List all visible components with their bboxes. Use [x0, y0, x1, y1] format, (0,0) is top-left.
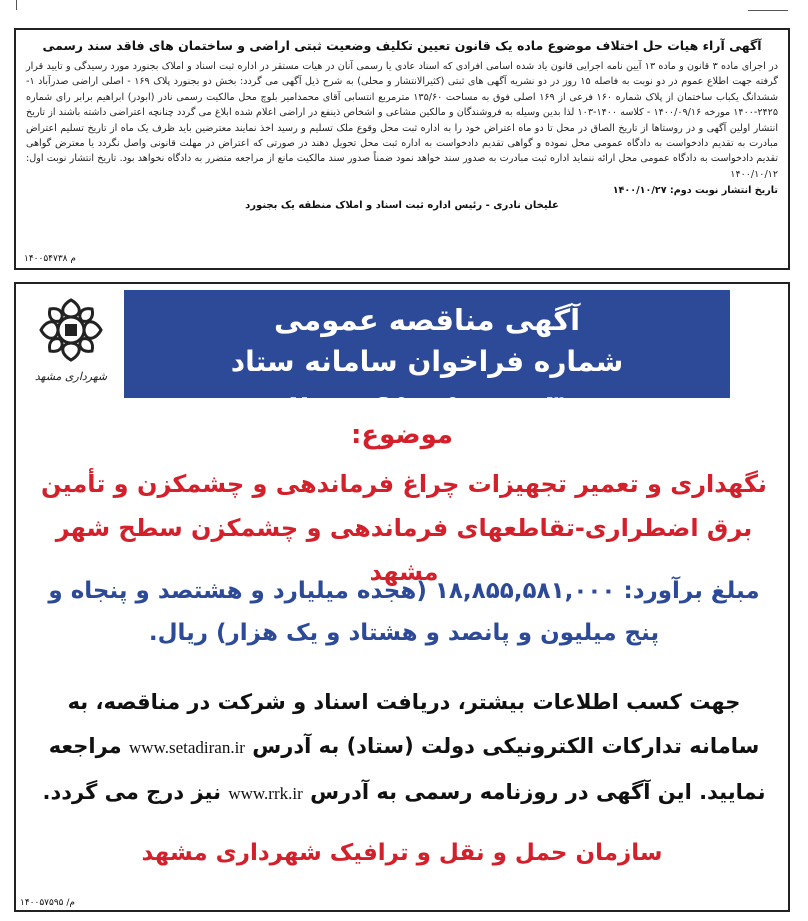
- rrk-link[interactable]: www.rrk.ir: [228, 784, 303, 803]
- registration-notice: [14, 28, 790, 270]
- tender-notice: [14, 282, 790, 912]
- info-text-part3: نیز درج می گردد.: [42, 780, 221, 804]
- tender-banner: [124, 290, 730, 422]
- registration-notice-body: در اجرای ماده ۳ قانون و ماده ۱۳ آیین نامه اجرایی قانون یاد شده اسامی افرادی که اسناد عادی یا رسمی آنان در هیات مستقر در اداره ثبت اسناد و املاک بجنورد مورد رسیدگی و تایید قرار گرفته جهت اطلاع عموم در دو نوبت به فاصله ۱۵ روز در دو نشریه آگهی های ثبتی (کثیرالانتشار و محلی) به شرح ذیل آگهی می گردد: بخش دو بجنورد پلاک ۱۶۹ - اصلی اراضی صدرآباد ۱- ششدانگ یکباب ساختمان از پلاک شماره ۱۶۰ فرعی از ۱۶۹ اصلی فوق به مساحت ۱۳۵/۶۰ مترمربع انتسابی آقای محمدامیر بلوچ محل مالکیت رسمی نادر (ابودر) ابراهیم برابر رای شماره ۲۴۲۵-۱۴۰۰ مورخه ۱۴۰۰/۰۹/۱۶ - کلاسه ۱۴۰۰-۱۰۳ لذا بدین وسیله به فروشندگان و مالکین مشاعی و اشخاص ذینفع در اراضی اعلام شده ابلاغ می گردد چنانچه اعتراضی داشته باشند از تاریخ انتشار اولین آگهی و در روستاها از تاریخ الصاق در محل تا دو ماه اعتراض خود را به اداره ثبت محل وقوع ملک تسلیم و رسید اخذ نمایند معترضین باید ظرف یک ماه از تاریخ تسلیم اعتراض مبادرت به تقدیم دادخواست به دادگاه عمومی محل نموده و گواهی تقدیم دادخواست به اداره ثبت محل تحویل دهند در صورتی که اعتراض در مهلت قانونی واصل نگردد یا معترض گواهی تقدیم دادخواست به دادگاه عمومی محل ارائه ننماید اداره ثبت مبادرت به صدور سند خواهد نمود ضمناً صدور سند مالکیت مانع از مراجعه متضرر به دادگاه نخواهد بود. تاریخ انتشار نوبت اول: ۱۴۰۰/۱۰/۱۲: [26, 61, 779, 180]
- logo-emblem-icon: [30, 294, 112, 398]
- svg-text:شهرداری مشهد: شهرداری مشهد: [34, 370, 108, 383]
- tender-banner-call-number: شماره فراخوان سامانه ستاد ۲۰۰۰۰۹۵۰۰۵۰۰۰۰۰۳: [230, 345, 624, 422]
- subject-label: موضوع:: [351, 420, 453, 450]
- registration-notice-code: ۱۴۰۰۵۴۷۳۸ م: [24, 254, 76, 264]
- tender-banner-title: آگهی مناقصه عمومی: [273, 303, 581, 337]
- estimate-amount: مبلغ برآورد: ۱۸,۸۵۵,۵۸۱,۰۰۰ (هجده میلیارد و هشتصد و پنجاه و پنج میلیون و پانصد و هشتاد و یک هزار) ریال.: [48, 578, 760, 646]
- top-rule-left: [16, 0, 25, 10]
- registration-notice-title: آگهی آراء هیات حل اختلاف موضوع ماده یک قانون تعیین تکلیف وضعیت ثبتی اراضی و ساختمان های فاقد سند رسمی: [42, 38, 762, 53]
- info-text-part1: جهت کسب اطلاعات بیشتر، دریافت اسناد و شرکت در مناقصه، به سامانه تدارکات الکترونیکی دولت (ستاد) به آدرس: [67, 690, 760, 758]
- info-text-part2: مراجعه نمایید. این آگهی در روزنامه رسمی به آدرس: [48, 734, 766, 804]
- top-rule-right: [748, 0, 788, 11]
- subject-text: نگهداری و تعمیر تجهیزات چراغ فرماندهی و چشمکزن و تأمین برق اضطراری-تقاطعهای فرماندهی و چشمکزن سطح شهر مشهد: [41, 470, 767, 586]
- tender-info-paragraph: [34, 680, 774, 816]
- tender-notice-code: ۱۴۰۰۵۷۵۹۵ /م: [20, 898, 75, 908]
- organization-name: سازمان حمل و نقل و ترافیک شهرداری مشهد: [141, 840, 663, 866]
- setadiran-link[interactable]: www.setadiran.ir: [129, 738, 245, 757]
- mashhad-municipality-logo: [30, 294, 112, 398]
- registration-notice-second-date: تاریخ انتشار نوبت دوم: ۱۴۰۰/۱۰/۲۷: [612, 185, 778, 197]
- registration-notice-signature: علیخان نادری - رئیس اداره ثبت اسناد و املاک منطقه یک بجنورد: [245, 200, 559, 212]
